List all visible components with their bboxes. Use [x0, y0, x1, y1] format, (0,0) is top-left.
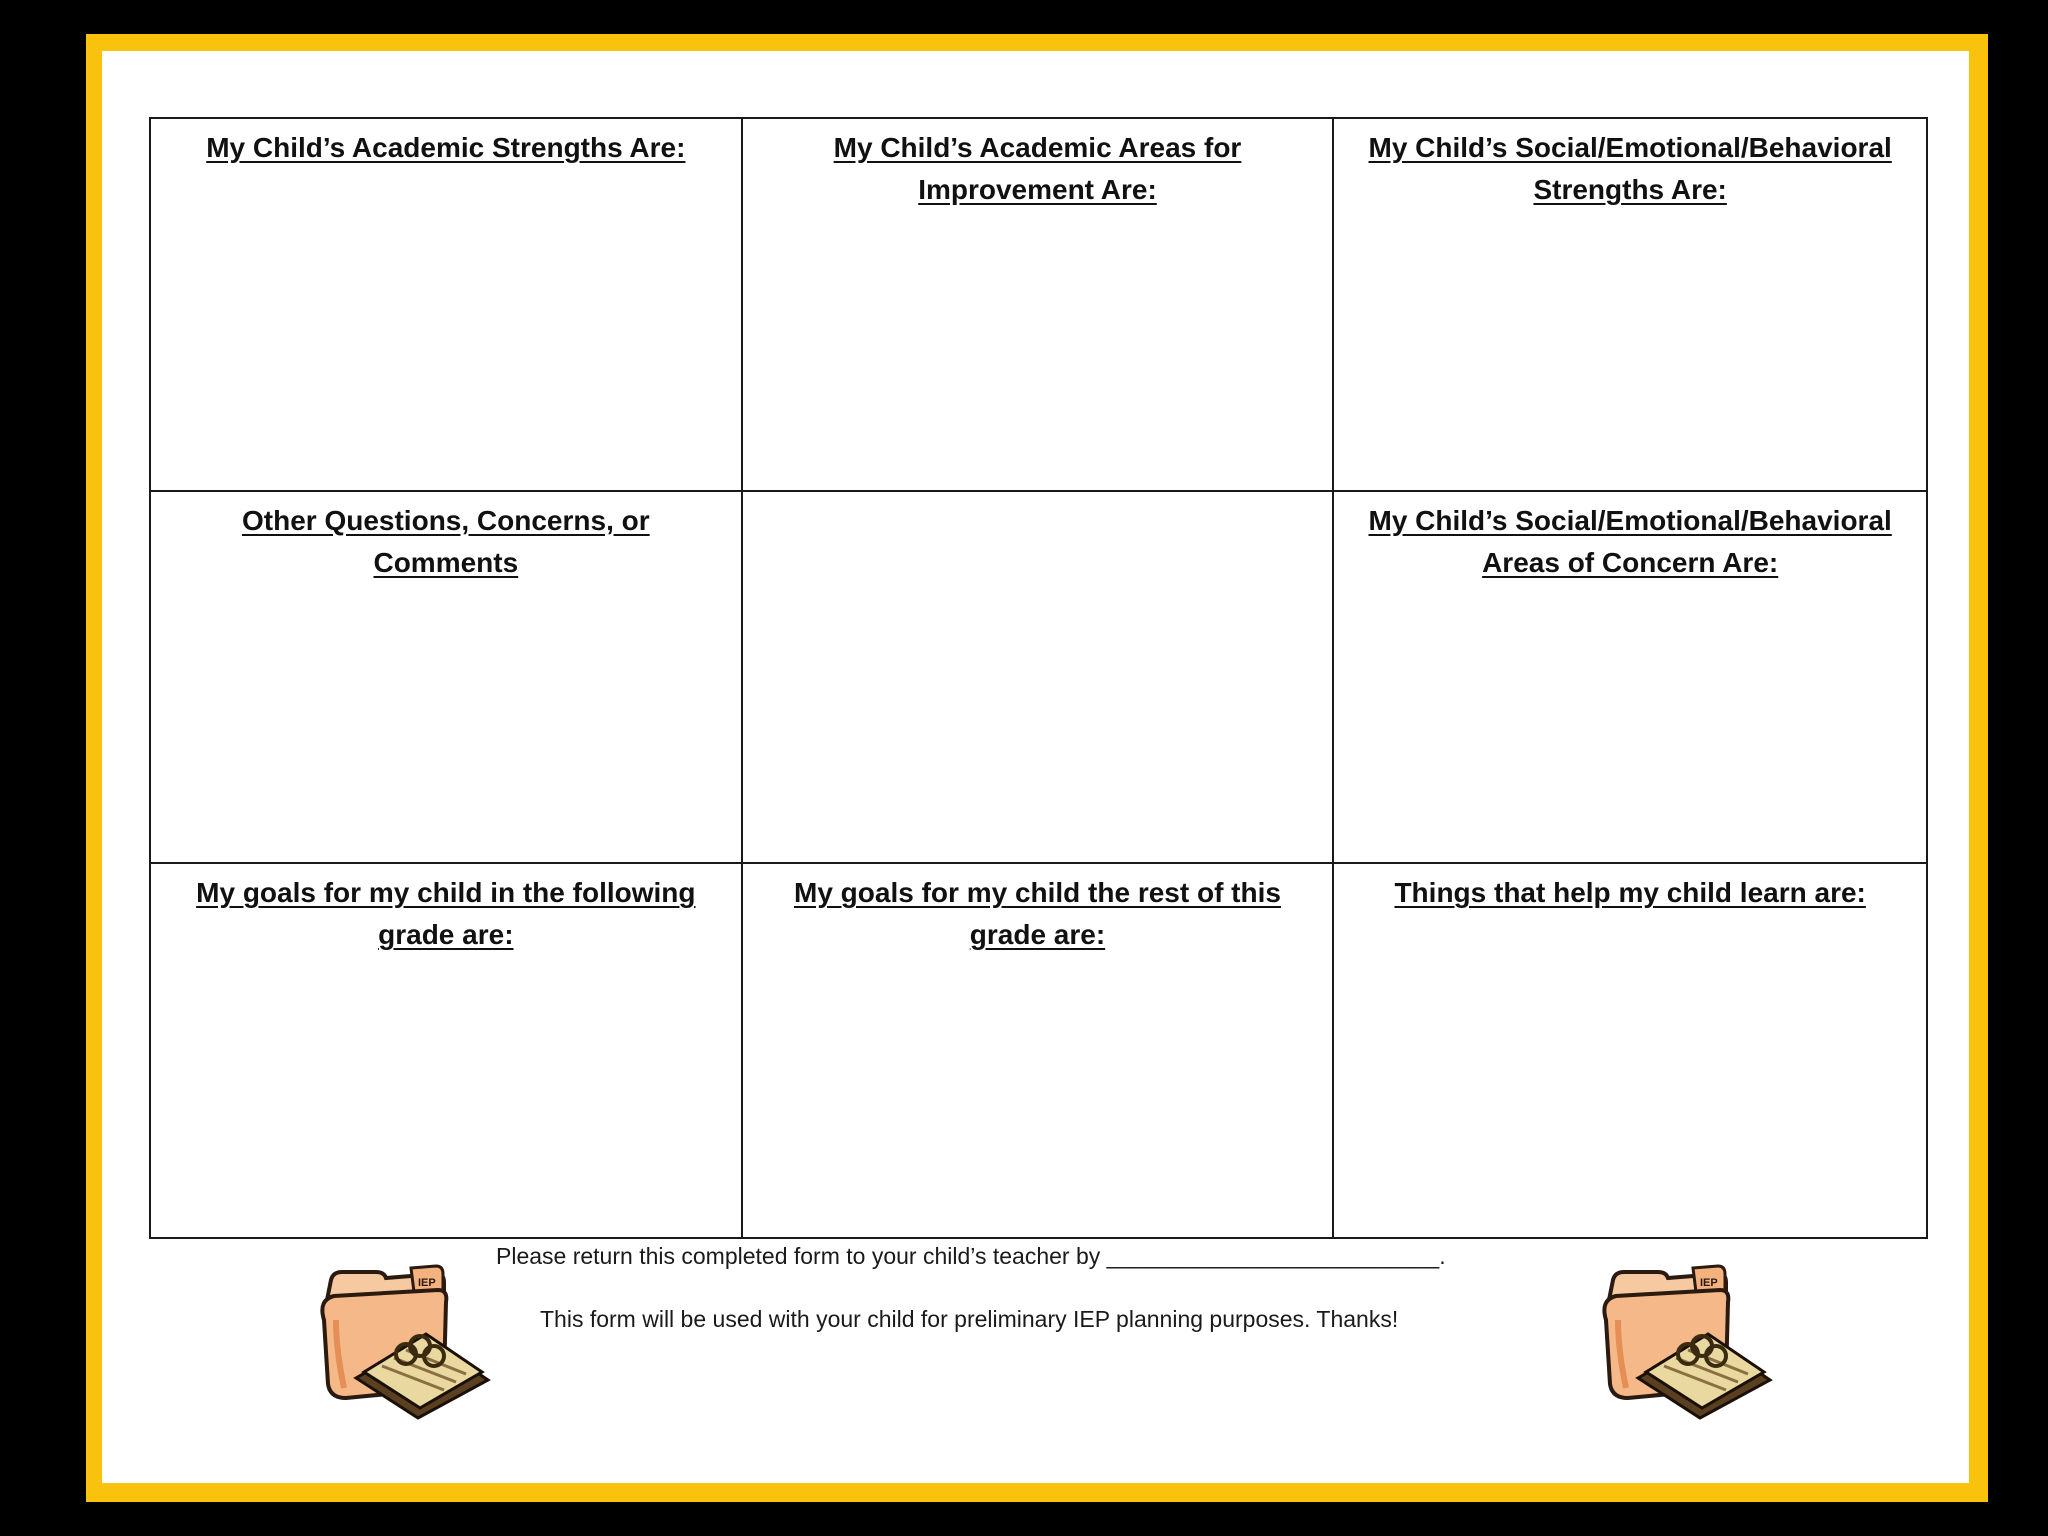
- parent-input-form-grid: [149, 117, 1928, 1239]
- return-instruction: Please return this completed form to your child’s teacher by __________________________.: [496, 1243, 1446, 1269]
- purpose-note: This form will be used with your child for preliminary IEP planning purposes. Thanks!: [540, 1306, 1399, 1332]
- iep-folder-planner-icon: [306, 1260, 496, 1420]
- cell-title: My Child’s Academic Strengths Are:: [206, 132, 686, 163]
- cell-title: Things that help my child learn are:: [1394, 877, 1866, 909]
- cell-other-questions[interactable]: [151, 492, 743, 865]
- folder-tab-label: IEP: [1700, 1277, 1718, 1289]
- cell-academic-improvement[interactable]: [743, 119, 1335, 492]
- cell-social-strengths[interactable]: [1334, 119, 1926, 492]
- iep-folder-planner-icon: [1588, 1260, 1778, 1420]
- cell-goals-following-grade[interactable]: [151, 864, 743, 1237]
- cell-title: Other Questions, Concerns, or Comments: [242, 504, 650, 578]
- cell-learning-helps[interactable]: [1334, 864, 1926, 1237]
- cell-goals-this-grade[interactable]: [743, 864, 1335, 1237]
- cell-blank-center[interactable]: [743, 492, 1335, 865]
- cell-title: My goals for my child the rest of this grade are:: [794, 877, 1281, 951]
- folder-tab-label: IEP: [418, 1277, 436, 1289]
- cell-title: My Child’s Academic Areas for Improvement Are:: [833, 132, 1242, 205]
- cell-title: My goals for my child in the following grade are:: [196, 877, 696, 951]
- cell-title: My Child’s Social/Emotional/Behavioral Strengths Are:: [1368, 132, 1892, 205]
- cell-academic-strengths[interactable]: [151, 119, 743, 492]
- cell-social-concerns[interactable]: [1334, 492, 1926, 865]
- cell-title: My Child’s Social/Emotional/Behavioral Areas of Concern Are:: [1368, 504, 1892, 578]
